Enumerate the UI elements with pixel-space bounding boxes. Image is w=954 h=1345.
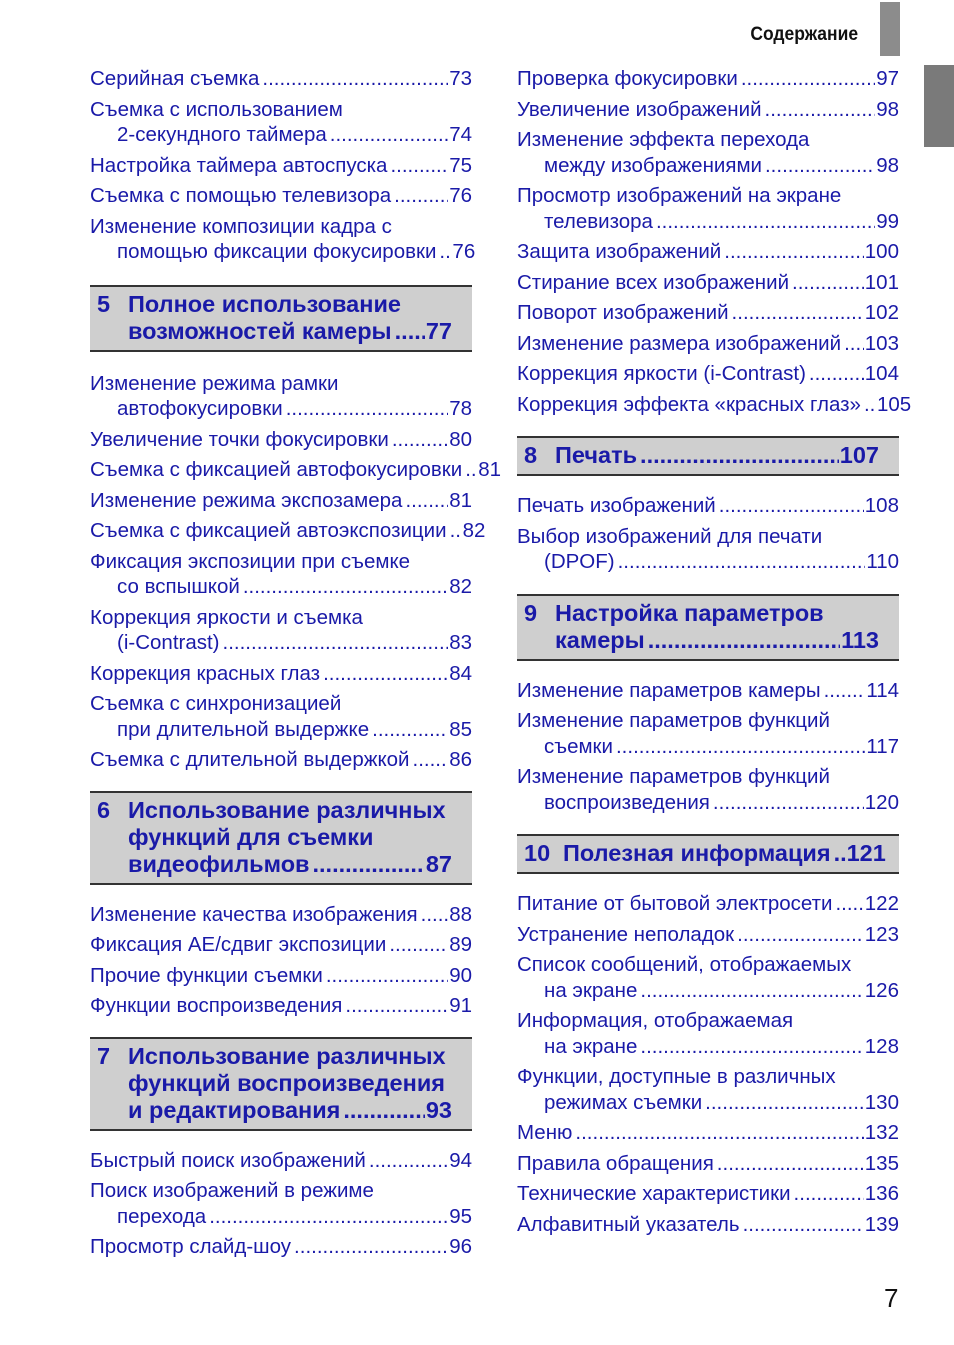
section-heading-9[interactable] <box>517 594 899 661</box>
toc-entry[interactable]: Печать изображений ..... 108 <box>517 493 899 519</box>
toc-entry[interactable]: Серийная съемка ..... 73 <box>90 66 472 92</box>
toc-entry[interactable]: Изменение качества изображения ..... 88 <box>90 902 472 928</box>
toc-entry[interactable]: Поиск изображений в режиме перехода ..... 95 <box>90 1178 472 1229</box>
section-heading-5[interactable] <box>90 285 472 352</box>
section-title-line: Полезная информация <box>563 840 831 866</box>
toc-entry[interactable]: Изменение эффекта перехода между изображениями ..... 98 <box>517 127 899 178</box>
toc-left-column <box>90 66 501 1265</box>
toc-entry[interactable]: Выбор изображений для печати (DPOF) ..... 110 <box>517 524 899 575</box>
toc-entry[interactable]: Увеличение изображений ..... 98 <box>517 97 899 123</box>
toc-entry[interactable]: Прочие функции съемки ..... 90 <box>90 963 472 989</box>
section-page: 93 <box>425 1096 452 1123</box>
toc-entry[interactable]: Коррекция эффекта «красных глаз» ..... 105 <box>517 392 899 418</box>
section-number: 8 <box>524 442 538 468</box>
toc-entry[interactable]: Съемка с помощью телевизора ..... 76 <box>90 183 472 209</box>
section-number: 7 <box>97 1042 111 1069</box>
toc-entry[interactable]: Информация, отображаемая на экране ..... 128 <box>517 1008 899 1059</box>
section-title-line: Настройка параметров <box>555 599 824 626</box>
section-title-line: возможностей камеры <box>128 317 392 344</box>
toc-entry[interactable]: Алфавитный указатель ..... 139 <box>517 1212 899 1238</box>
section-title-line: Использование различных <box>128 796 446 823</box>
toc-entry[interactable]: Съемка с фиксацией автофокусировки ..... 81 <box>90 457 472 483</box>
section-number: 10 <box>524 840 551 866</box>
section-title-line: функций для съемки <box>128 823 374 850</box>
section-heading-7[interactable] <box>90 1037 472 1131</box>
toc-entry[interactable]: Изменение режима рамки автофокусировки ..... 78 <box>90 371 472 422</box>
toc-entry[interactable]: Коррекция яркости и съемка (i-Contrast) ..... 83 <box>90 605 472 656</box>
toc-entry[interactable]: Изменение размера изображений ..... 103 <box>517 331 899 357</box>
toc-entry[interactable]: Изменение параметров камеры ..... 114 <box>517 678 899 704</box>
section-heading-6[interactable] <box>90 791 472 885</box>
section-title-line: Использование различных <box>128 1042 446 1069</box>
section-title-line: функций воспроизведения <box>128 1069 445 1096</box>
section-title-line: видеофильмов <box>128 850 310 877</box>
toc-entry[interactable]: Съемка с фиксацией автоэкспозиции ..... 82 <box>90 518 472 544</box>
section-page: 121 <box>846 840 886 866</box>
header-bar <box>880 2 900 56</box>
section-number: 6 <box>97 796 111 823</box>
section-title-line: Печать <box>555 442 638 468</box>
section-title-line: Полное использование <box>128 290 401 317</box>
section-title-line: камеры <box>555 626 645 653</box>
toc-entry[interactable]: Фиксация экспозиции при съемке со вспышкой ..... 82 <box>90 549 472 600</box>
toc-entry[interactable]: Фиксация AE/сдвиг экспозиции ..... 89 <box>90 932 472 958</box>
section-number: 9 <box>524 599 538 626</box>
toc-entry[interactable]: Увеличение точки фокусировки ..... 80 <box>90 427 472 453</box>
section-page: 113 <box>841 626 879 653</box>
toc-entry[interactable]: Функции воспроизведения ..... 91 <box>90 993 472 1019</box>
section-title-line: и редактирования <box>128 1096 341 1123</box>
section-number: 5 <box>97 290 111 317</box>
section-heading-8[interactable] <box>517 436 899 476</box>
toc-entry[interactable]: Изменение параметров функций съемки ..... 117 <box>517 708 899 759</box>
page-title: Содержание <box>750 24 858 45</box>
toc-entry[interactable]: Поворот изображений ..... 102 <box>517 300 899 326</box>
toc-entry[interactable]: Меню ..... 132 <box>517 1120 899 1146</box>
toc-entry[interactable]: Съемка с синхронизацией при длительной выдержке ..... 85 <box>90 691 472 742</box>
toc-entry[interactable]: Проверка фокусировки ..... 97 <box>517 66 899 92</box>
toc-entry[interactable]: Изменение режима экспозамера ..... 81 <box>90 488 472 514</box>
toc-entry[interactable]: Настройка таймера автоспуска ..... 75 <box>90 153 472 179</box>
toc-entry[interactable]: Питание от бытовой электросети ..... 122 <box>517 891 899 917</box>
section-page: 77 <box>425 317 452 344</box>
toc-entry[interactable]: Список сообщений, отображаемых на экране ..... 126 <box>517 952 899 1003</box>
toc-entry[interactable]: Коррекция яркости (i-Contrast) ..... 104 <box>517 361 899 387</box>
toc-entry[interactable]: Изменение композиции кадра с помощью фиксации фокусировки ..... 76 <box>90 214 472 265</box>
section-page: 87 <box>425 850 452 877</box>
section-page: 107 <box>839 442 879 468</box>
page-number: 7 <box>884 1283 899 1313</box>
section-heading-10[interactable] <box>517 834 899 874</box>
toc-entry[interactable]: Съемка с длительной выдержкой ..... 86 <box>90 747 472 773</box>
toc-entry[interactable]: Правила обращения ..... 135 <box>517 1151 899 1177</box>
toc-entry[interactable]: Съемка с использованием 2-секундного таймера ..... 74 <box>90 97 472 148</box>
toc-entry[interactable]: Быстрый поиск изображений ..... 94 <box>90 1148 472 1174</box>
toc-entry[interactable]: Просмотр слайд-шоу ..... 96 <box>90 1234 472 1260</box>
section-edge-tab <box>924 65 954 147</box>
toc-entry[interactable]: Технические характеристики ..... 136 <box>517 1181 899 1207</box>
toc-entry[interactable]: Функции, доступные в различных режимах съемки ..... 130 <box>517 1064 899 1115</box>
toc-entry[interactable]: Просмотр изображений на экране телевизора ..... 99 <box>517 183 899 234</box>
toc-right-column <box>517 66 912 1242</box>
toc-entry[interactable]: Стирание всех изображений ..... 101 <box>517 270 899 296</box>
toc-entry[interactable]: Устранение неполадок ..... 123 <box>517 922 899 948</box>
toc-entry[interactable]: Изменение параметров функций воспроизведения ..... 120 <box>517 764 899 815</box>
toc-entry[interactable]: Коррекция красных глаз ..... 84 <box>90 661 472 687</box>
toc-entry[interactable]: Защита изображений ..... 100 <box>517 239 899 265</box>
